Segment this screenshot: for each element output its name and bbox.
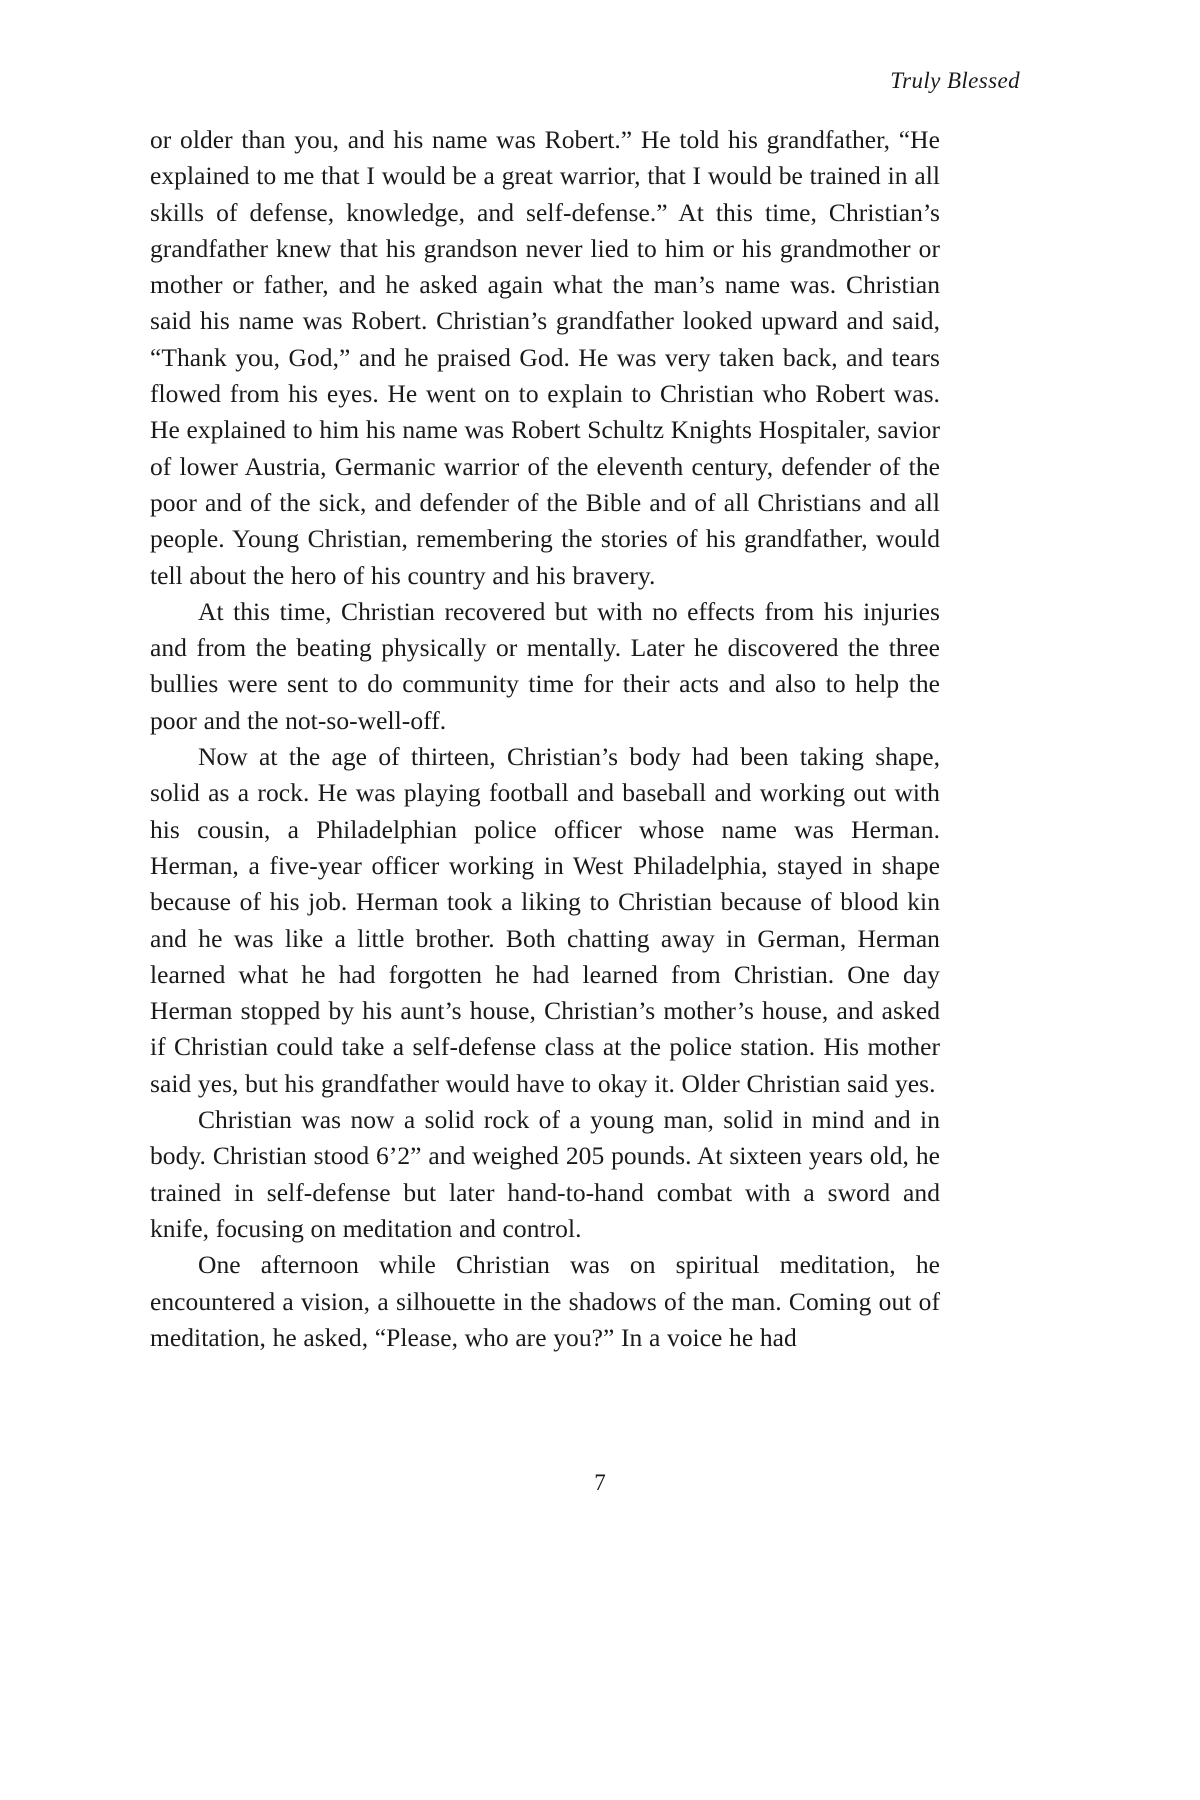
page-number: 7: [594, 1470, 606, 1495]
paragraph-thirteen: Now at the age of thirteen, Christian’s body had been taking shape, solid as a rock. He was playing football and baseball and working out with his cousin, a Philadelphian police officer whose name was Herman. Herman, a five-year officer working in West Philadelphia, stayed in shape because of his job. Herman took a liking to Christian because of blood kin and he was like a little brother. Both chatting away in German, Herman learned what he had forgotten he had learned from Christian. One day Herman stopped by his aunt’s house, Christian’s mother’s house, and asked if Christian could take a self-defense class at the police station. His mother said yes, but his grandfather would have to okay it. Older Christian said yes.: [150, 742, 940, 1098]
body-text-column: [150, 122, 940, 1356]
paragraph-vision: One afternoon while Christian was on spiritual meditation, he encountered a vision, a silhouette in the shadows of the man. Coming out of meditation, he asked, “Please, who are you?” In a voice he had: [150, 1250, 940, 1352]
paragraph-solid-rock: Christian was now a solid rock of a young man, solid in mind and in body. Christian stood 6’2” and weighed 205 pounds. At sixteen years old, he trained in self-defense but later hand-to-hand combat with a sword and knife, focusing on meditation and control.: [150, 1105, 940, 1243]
paragraph-continued: or older than you, and his name was Robert.” He told his grandfather, “He explained to me that I would be a great warrior, that I would be trained in all skills of defense, knowledge, and self-defense.” At this time, Christian’s grandfather knew that his grandson never lied to him or his grandmother or mother or father, and he asked again what the man’s name was. Christian said his name was Robert. Christian’s grandfather looked upward and said, “Thank you, God,” and he praised God. He was very taken back, and tears flowed from his eyes. He went on to explain to Christian who Robert was. He explained to him his name was Robert Schultz Knights Hospitaler, savior of lower Austria, Germanic warrior of the eleventh century, defender of the poor and of the sick, and defender of the Bible and of all Christians and all people. Young Christian, remembering the stories of his grandfather, would tell about the hero of his country and his bravery.: [150, 125, 940, 590]
paragraph-recovery: At this time, Christian recovered but with no effects from his injuries and from the beating physically or mentally. Later he discovered the three bullies were sent to do community time for their acts and also to help the poor and the not-so-well-off.: [150, 596, 940, 735]
running-head-title: Truly Blessed: [890, 68, 1020, 93]
